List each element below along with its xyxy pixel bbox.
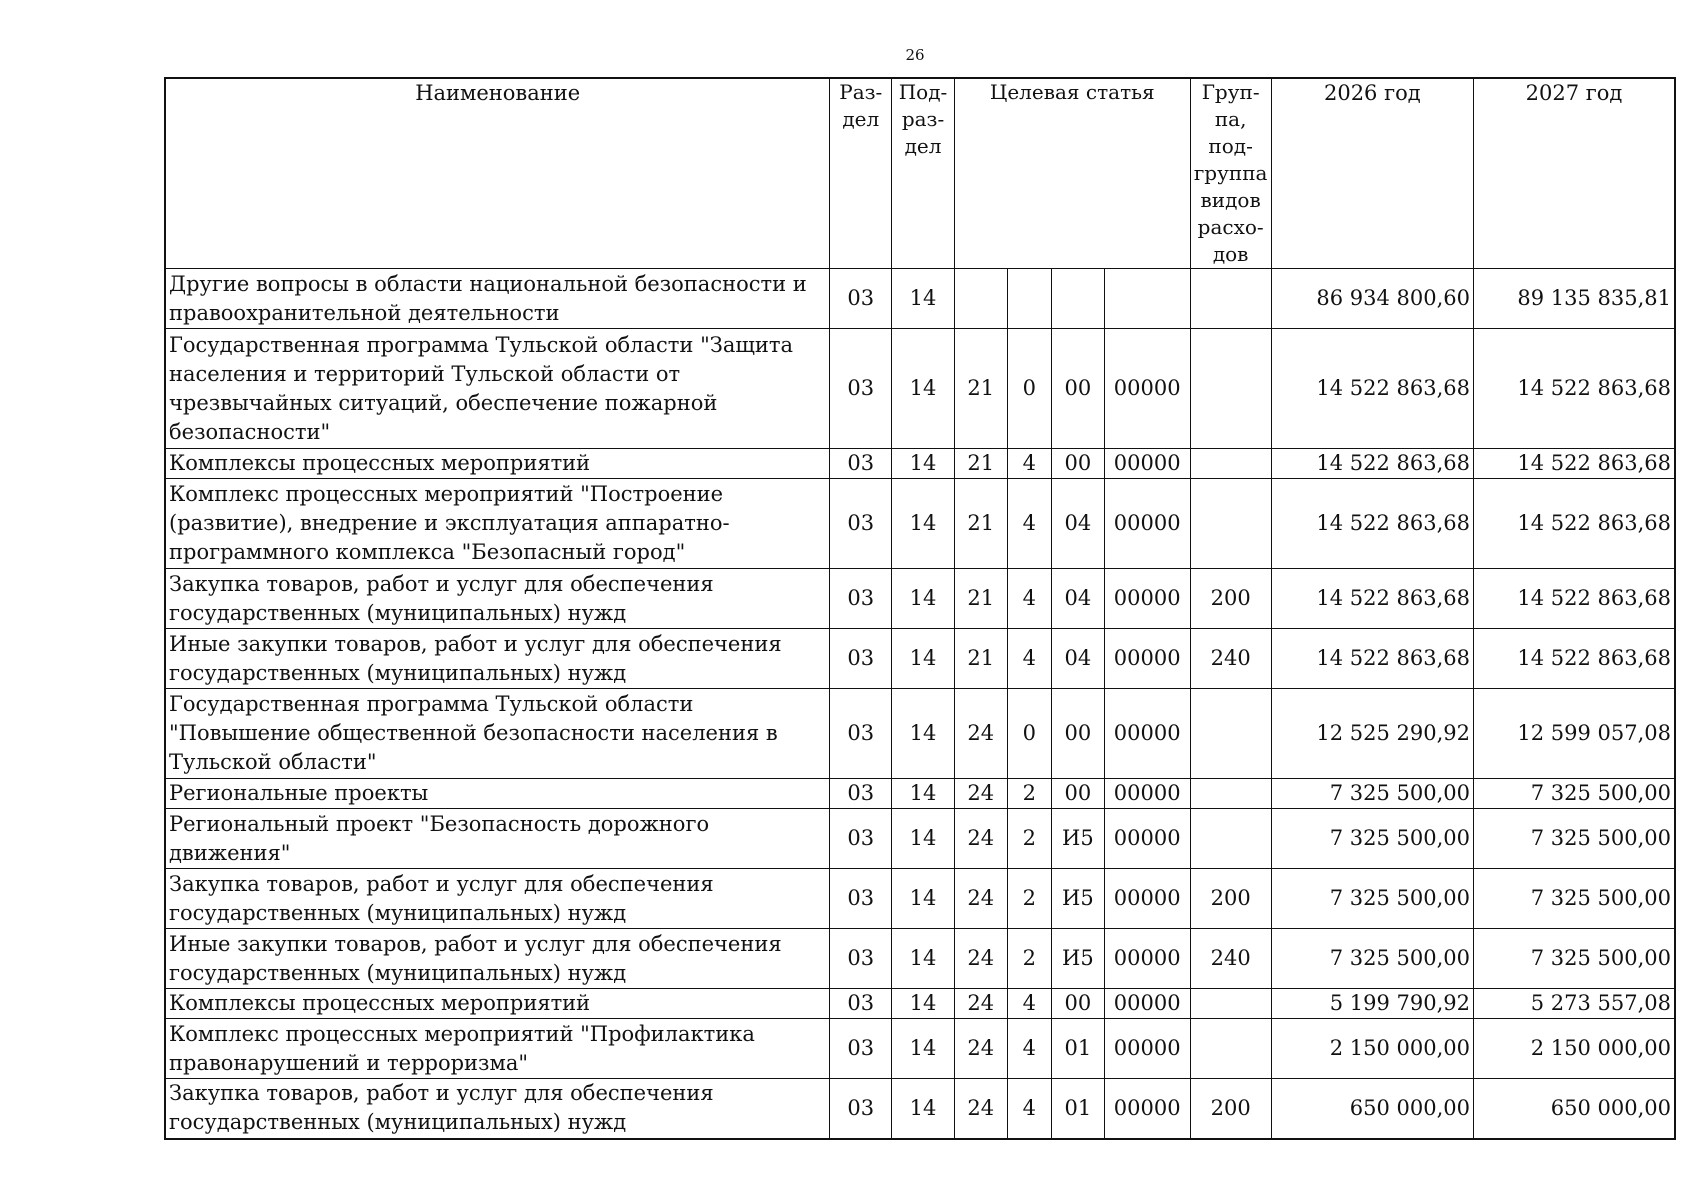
row-target-program: 21 (954, 449, 1007, 479)
row-target-type: 4 (1007, 1019, 1052, 1079)
row-razdel: 03 (830, 449, 892, 479)
table-row (165, 929, 1675, 989)
row-expense-group: 200 (1190, 569, 1271, 629)
row-name: Государственная программа Тульской области "Защита населения и территорий Тульской области от чрезвычайных ситуаций, обеспечение пожарной безопасности" (165, 329, 830, 449)
row-razdel: 03 (830, 689, 892, 779)
row-name: Региональный проект "Безопасность дорожного движения" (165, 809, 830, 869)
row-target-direction: 00000 (1104, 1079, 1190, 1139)
table-row (165, 869, 1675, 929)
row-amount-2026: 14 522 863,68 (1271, 569, 1473, 629)
row-target-type: 2 (1007, 809, 1052, 869)
row-expense-group (1190, 779, 1271, 809)
table-row (165, 989, 1675, 1019)
row-amount-2027: 7 325 500,00 (1474, 809, 1675, 869)
row-target-program: 21 (954, 479, 1007, 569)
row-razdel: 03 (830, 1079, 892, 1139)
row-expense-group: 240 (1190, 929, 1271, 989)
row-razdel: 03 (830, 929, 892, 989)
row-name: Комплекс процессных мероприятий "Построение (развитие), внедрение и эксплуатация аппаратно-программного комплекса "Безопасный город" (165, 479, 830, 569)
row-target-subprogram: 04 (1052, 479, 1105, 569)
row-name: Закупка товаров, работ и услуг для обеспечения государственных (муниципальных) нужд (165, 1079, 830, 1139)
table-row (165, 1079, 1675, 1139)
row-amount-2026: 5 199 790,92 (1271, 989, 1473, 1019)
row-expense-group (1190, 1019, 1271, 1079)
row-expense-group: 240 (1190, 629, 1271, 689)
row-razdel: 03 (830, 779, 892, 809)
row-target-program: 21 (954, 329, 1007, 449)
row-target-subprogram: И5 (1052, 929, 1105, 989)
row-podrazdel: 14 (892, 929, 955, 989)
row-expense-group (1190, 269, 1271, 329)
row-podrazdel: 14 (892, 1079, 955, 1139)
row-amount-2027: 650 000,00 (1474, 1079, 1675, 1139)
row-podrazdel: 14 (892, 479, 955, 569)
header-podrazdel: Под- раз- дел (892, 78, 955, 269)
row-amount-2027: 7 325 500,00 (1474, 929, 1675, 989)
table-row (165, 569, 1675, 629)
row-target-type: 2 (1007, 869, 1052, 929)
row-amount-2026: 7 325 500,00 (1271, 779, 1473, 809)
row-razdel: 03 (830, 269, 892, 329)
row-amount-2026: 7 325 500,00 (1271, 809, 1473, 869)
row-target-program: 24 (954, 869, 1007, 929)
row-podrazdel: 14 (892, 329, 955, 449)
row-amount-2027: 7 325 500,00 (1474, 779, 1675, 809)
row-razdel: 03 (830, 329, 892, 449)
row-expense-group (1190, 479, 1271, 569)
row-target-direction: 00000 (1104, 1019, 1190, 1079)
row-target-type: 4 (1007, 629, 1052, 689)
row-target-direction: 00000 (1104, 809, 1190, 869)
row-amount-2026: 2 150 000,00 (1271, 1019, 1473, 1079)
row-amount-2026: 14 522 863,68 (1271, 449, 1473, 479)
table-row (165, 449, 1675, 479)
row-amount-2026: 86 934 800,60 (1271, 269, 1473, 329)
row-expense-group: 200 (1190, 1079, 1271, 1139)
row-razdel: 03 (830, 629, 892, 689)
row-amount-2026: 12 525 290,92 (1271, 689, 1473, 779)
row-target-direction: 00000 (1104, 629, 1190, 689)
row-podrazdel: 14 (892, 269, 955, 329)
row-name: Закупка товаров, работ и услуг для обеспечения государственных (муниципальных) нужд (165, 869, 830, 929)
row-expense-group (1190, 329, 1271, 449)
row-target-program: 24 (954, 1079, 1007, 1139)
row-razdel: 03 (830, 1019, 892, 1079)
row-target-type: 0 (1007, 329, 1052, 449)
row-razdel: 03 (830, 479, 892, 569)
row-expense-group (1190, 449, 1271, 479)
row-name: Государственная программа Тульской области "Повышение общественной безопасности населения в Тульской области" (165, 689, 830, 779)
row-target-subprogram: 04 (1052, 629, 1105, 689)
row-amount-2026: 650 000,00 (1271, 1079, 1473, 1139)
row-podrazdel: 14 (892, 779, 955, 809)
row-name: Комплексы процессных мероприятий (165, 989, 830, 1019)
table-row (165, 479, 1675, 569)
row-podrazdel: 14 (892, 989, 955, 1019)
row-name: Иные закупки товаров, работ и услуг для обеспечения государственных (муниципальных) нужд (165, 629, 830, 689)
row-target-type: 4 (1007, 569, 1052, 629)
header-year-2027: 2027 год (1474, 78, 1675, 269)
row-target-subprogram: И5 (1052, 809, 1105, 869)
table-row (165, 1019, 1675, 1079)
row-amount-2026: 7 325 500,00 (1271, 869, 1473, 929)
row-target-direction: 00000 (1104, 689, 1190, 779)
row-target-subprogram: И5 (1052, 869, 1105, 929)
row-amount-2027: 14 522 863,68 (1474, 569, 1675, 629)
row-razdel: 03 (830, 989, 892, 1019)
row-amount-2027: 12 599 057,08 (1474, 689, 1675, 779)
table-row (165, 269, 1675, 329)
row-target-subprogram: 01 (1052, 1079, 1105, 1139)
row-target-program: 24 (954, 929, 1007, 989)
row-podrazdel: 14 (892, 449, 955, 479)
row-podrazdel: 14 (892, 809, 955, 869)
row-target-type: 4 (1007, 1079, 1052, 1139)
row-podrazdel: 14 (892, 569, 955, 629)
row-target-subprogram (1052, 269, 1105, 329)
row-expense-group: 200 (1190, 869, 1271, 929)
row-target-direction (1104, 269, 1190, 329)
row-target-type: 4 (1007, 449, 1052, 479)
row-expense-group (1190, 989, 1271, 1019)
row-target-type (1007, 269, 1052, 329)
page-number: 26 (905, 46, 925, 64)
row-target-subprogram: 00 (1052, 689, 1105, 779)
row-target-subprogram: 00 (1052, 989, 1105, 1019)
row-amount-2026: 14 522 863,68 (1271, 329, 1473, 449)
row-name: Закупка товаров, работ и услуг для обеспечения государственных (муниципальных) нужд (165, 569, 830, 629)
row-target-subprogram: 01 (1052, 1019, 1105, 1079)
budget-table (164, 77, 1676, 1140)
row-target-program: 24 (954, 1019, 1007, 1079)
header-year-2026: 2026 год (1271, 78, 1473, 269)
row-target-type: 4 (1007, 989, 1052, 1019)
row-name: Другие вопросы в области национальной безопасности и правоохранительной деятельности (165, 269, 830, 329)
row-amount-2027: 14 522 863,68 (1474, 449, 1675, 479)
row-expense-group (1190, 689, 1271, 779)
row-podrazdel: 14 (892, 629, 955, 689)
row-razdel: 03 (830, 809, 892, 869)
row-amount-2027: 7 325 500,00 (1474, 869, 1675, 929)
row-target-subprogram: 00 (1052, 449, 1105, 479)
row-amount-2027: 5 273 557,08 (1474, 989, 1675, 1019)
row-target-type: 4 (1007, 479, 1052, 569)
row-target-subprogram: 00 (1052, 779, 1105, 809)
row-target-subprogram: 00 (1052, 329, 1105, 449)
row-target-direction: 00000 (1104, 929, 1190, 989)
row-target-direction: 00000 (1104, 449, 1190, 479)
row-name: Иные закупки товаров, работ и услуг для обеспечения государственных (муниципальных) нужд (165, 929, 830, 989)
row-amount-2027: 14 522 863,68 (1474, 479, 1675, 569)
row-target-direction: 00000 (1104, 779, 1190, 809)
row-amount-2027: 2 150 000,00 (1474, 1019, 1675, 1079)
row-target-direction: 00000 (1104, 869, 1190, 929)
row-target-direction: 00000 (1104, 329, 1190, 449)
row-target-program: 24 (954, 689, 1007, 779)
row-target-direction: 00000 (1104, 479, 1190, 569)
row-target-type: 0 (1007, 689, 1052, 779)
row-razdel: 03 (830, 869, 892, 929)
header-razdel: Раз- дел (830, 78, 892, 269)
row-podrazdel: 14 (892, 1019, 955, 1079)
row-target-type: 2 (1007, 779, 1052, 809)
row-amount-2026: 7 325 500,00 (1271, 929, 1473, 989)
row-razdel: 03 (830, 569, 892, 629)
row-target-subprogram: 04 (1052, 569, 1105, 629)
row-podrazdel: 14 (892, 689, 955, 779)
row-target-program: 21 (954, 629, 1007, 689)
row-target-type: 2 (1007, 929, 1052, 989)
row-amount-2026: 14 522 863,68 (1271, 479, 1473, 569)
header-target-article: Целевая статья (954, 78, 1190, 269)
row-target-program: 24 (954, 779, 1007, 809)
row-name: Комплексы процессных мероприятий (165, 449, 830, 479)
header-expense-group: Груп- па, под- группа видов расхо- дов (1190, 78, 1271, 269)
row-target-direction: 00000 (1104, 989, 1190, 1019)
row-name: Региональные проекты (165, 779, 830, 809)
row-target-program: 24 (954, 809, 1007, 869)
table-row (165, 689, 1675, 779)
row-amount-2027: 14 522 863,68 (1474, 329, 1675, 449)
table-row (165, 779, 1675, 809)
table-header-row (165, 78, 1675, 269)
table-body (165, 269, 1675, 1139)
row-amount-2027: 14 522 863,68 (1474, 629, 1675, 689)
table-row (165, 329, 1675, 449)
row-amount-2027: 89 135 835,81 (1474, 269, 1675, 329)
table-row (165, 809, 1675, 869)
header-name: Наименование (165, 78, 830, 269)
row-name: Комплекс процессных мероприятий "Профилактика правонарушений и терроризма" (165, 1019, 830, 1079)
table-row (165, 629, 1675, 689)
row-target-program: 24 (954, 989, 1007, 1019)
row-target-program: 21 (954, 569, 1007, 629)
row-target-direction: 00000 (1104, 569, 1190, 629)
row-podrazdel: 14 (892, 869, 955, 929)
row-target-program (954, 269, 1007, 329)
row-amount-2026: 14 522 863,68 (1271, 629, 1473, 689)
row-expense-group (1190, 809, 1271, 869)
